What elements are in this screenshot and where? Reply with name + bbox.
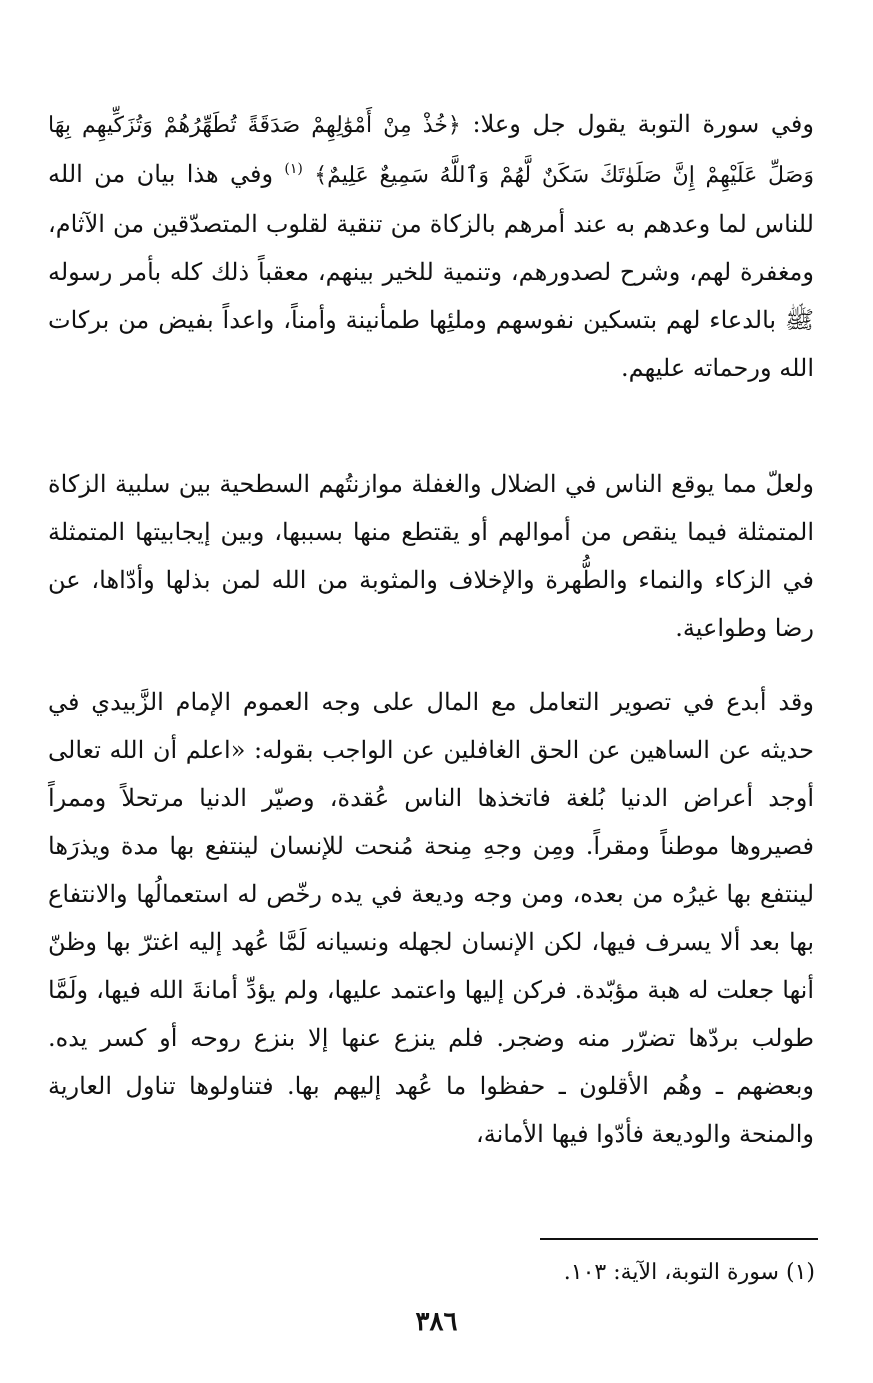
footnote-reference[interactable]: (١) [284, 161, 303, 177]
paragraph-1 [48, 100, 814, 392]
page-number: ٣٨٦ [415, 1307, 458, 1337]
footnote-divider [540, 1238, 818, 1240]
paragraph-3 [48, 678, 814, 1158]
paragraph-2 [48, 460, 814, 652]
paragraph-2-text: ولعلّ مما يوقع الناس في الضلال والغفلة موازنتُهم السطحية بين سلبية الزكاة المتمثلة فيما ينقص من أموالهم أو يقتطع منها بسببها، وبين إيجابيتها المتمثلة في الزكاء والنماء والطُّهرة والإخلاف والمثوبة من الله لمن بذلها وأدّاها، عن رضا وطواعية. [48, 470, 814, 642]
paragraph-1-body: وفي هذا بيان من الله للناس لما وعدهم به عند أمرهم بالزكاة من تنقية لقلوب المتصدّقين من الآثام، ومغفرة لهم، وشرح لصدورهم، وتنمية للخير بينهم، معقباً ذلك كله بأمر رسوله ﷺ بالدعاء لهم بتسكين نفوسهم وملئِها طمأنينة وأمناً، واعداً بفيض من بركات الله ورحماته عليهم. [48, 160, 815, 382]
paragraph-1-intro: وفي سورة التوبة يقول جل وعلا: [460, 110, 814, 138]
footnote-text: (١) سورة التوبة، الآية: ١٠٣. [563, 1260, 815, 1285]
quran-verse: ﴿خُذْ مِنْ أَمْوَٰلِهِمْ صَدَقَةً تُطَهِّرُهُمْ وَتُزَكِّيهِم بِهَا وَصَلِّ عَلَيْهِمْ إِنَّ صَلَوٰتَكَ سَكَنٌ لَّهُمْ وَٱللَّهُ سَمِيعٌ عَلِيمٌ﴾ [48, 113, 814, 188]
paragraph-3-text: وقد أبدع في تصوير التعامل مع المال على وجه العموم الإمام الزَّبيدي في حديثه عن الساهين عن الحق الغافلين عن الواجب بقوله: «اعلم أن الله تعالى أوجد أعراض الدنيا بُلغة فاتخذها الناس عُقدة، وصيّر الدنيا مرتحلاً وممراً فصيروها موطناً ومقراً. ومِن وجهِ مِنحة مُنحت للإنسان لينتفع بها مدة ويذرَها لينتفع بها غيرُه من بعده، ومن وجه وديعة في يده رخّص له استعمالُها والانتفاع بها بعد ألا يسرف فيها، لكن الإنسان لجهله ونسيانه لَمَّا عُهد إليه اغترّ بها وظنّ أنها جعلت له هبة مؤبّدة. فركن إليها واعتمد عليها، ولم يؤدِّ أمانةَ الله فيها، ولَمَّا طولب بردّها تضرّر منه وضجر. فلم ينزع عنها إلا بنزع روحه أو كسر يده. وبعضهم ـ وهُم الأقلون ـ حفظوا ما عُهد إليهم بها. فتناولوها تناول العارية والمنحة والوديعة فأدّوا فيها الأمانة، [48, 688, 814, 1148]
